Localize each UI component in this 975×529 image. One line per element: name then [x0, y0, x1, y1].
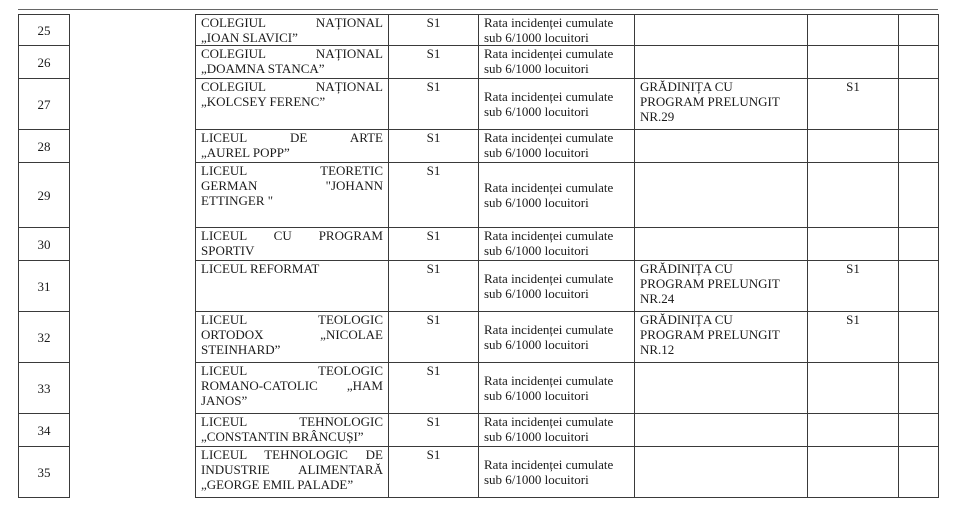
kindergarten-cell [635, 46, 808, 79]
extra-cell [899, 312, 939, 363]
school-name-line: COLEGIUL NAȚIONAL [201, 15, 383, 30]
row-number: 31 [19, 261, 70, 312]
school-name-cell [196, 228, 389, 261]
kindergarten-line: GRĂDINIȚA CU [640, 261, 733, 276]
criteria-cell: Rata incidenței cumulate sub 6/1000 locuitori [479, 79, 635, 130]
locality-cell [70, 163, 196, 228]
school-name-cell [196, 79, 389, 130]
extra-cell [899, 363, 939, 414]
extra-cell [899, 447, 939, 498]
criteria-cell: Rata incidenței cumulate sub 6/1000 locuitori [479, 163, 635, 228]
table-row [19, 46, 939, 79]
scenario-cell: S1 [389, 46, 479, 79]
school-name-line: GERMAN "JOHANN [201, 178, 383, 193]
scenario-cell: S1 [389, 363, 479, 414]
kindergarten-cell [635, 130, 808, 163]
school-name-line: „GEORGE EMIL PALADE” [201, 477, 354, 492]
criteria-cell: Rata incidenței cumulate sub 6/1000 locuitori [479, 228, 635, 261]
kindergarten-cell [635, 15, 808, 46]
kindergarten-line: GRĂDINIȚA CU [640, 312, 733, 327]
kindergarten-cell [635, 79, 808, 130]
table-row [19, 130, 939, 163]
school-name-line: INDUSTRIE ALIMENTARĂ [201, 462, 383, 477]
scenario-cell: S1 [389, 447, 479, 498]
school-name-cell [196, 46, 389, 79]
kindergarten-cell [635, 261, 808, 312]
school-name-line: SPORTIV [201, 243, 255, 258]
kindergarten-scenario-cell [808, 163, 899, 228]
school-name-line: „DOAMNA STANCA” [201, 61, 325, 76]
row-number: 34 [19, 414, 70, 447]
school-name-cell [196, 15, 389, 46]
locality-cell [70, 447, 196, 498]
locality-cell [70, 312, 196, 363]
row-number: 29 [19, 163, 70, 228]
table-row [19, 447, 939, 498]
extra-cell [899, 228, 939, 261]
criteria-cell: Rata incidenței cumulate sub 6/1000 locuitori [479, 447, 635, 498]
locality-cell [70, 228, 196, 261]
locality-cell [70, 79, 196, 130]
extra-cell [899, 414, 939, 447]
table-row [19, 15, 939, 46]
row-number: 33 [19, 363, 70, 414]
locality-cell [70, 261, 196, 312]
kindergarten-scenario-cell: S1 [808, 261, 899, 312]
scenario-cell: S1 [389, 15, 479, 46]
school-name-cell [196, 363, 389, 414]
table-row [19, 363, 939, 414]
kindergarten-line: NR.12 [640, 342, 675, 357]
school-name-line: JANOS” [201, 393, 248, 408]
schools-table [18, 14, 939, 498]
school-name-line: ORTODOX „NICOLAE [201, 327, 383, 342]
school-name-cell [196, 163, 389, 228]
criteria-cell: Rata incidenței cumulate sub 6/1000 locuitori [479, 363, 635, 414]
criteria-cell: Rata incidenței cumulate sub 6/1000 locuitori [479, 15, 635, 46]
locality-cell [70, 414, 196, 447]
school-name-line: „CONSTANTIN BRÂNCUȘI” [201, 429, 364, 444]
table-row [19, 79, 939, 130]
kindergarten-scenario-cell [808, 447, 899, 498]
schools-table-body [19, 15, 939, 498]
extra-cell [899, 15, 939, 46]
kindergarten-scenario-cell [808, 15, 899, 46]
scenario-cell: S1 [389, 79, 479, 130]
kindergarten-line: PROGRAM PRELUNGIT [640, 276, 780, 291]
row-number: 30 [19, 228, 70, 261]
school-name-line: ROMANO-CATOLIC „HAM [201, 378, 383, 393]
scenario-cell: S1 [389, 130, 479, 163]
extra-cell [899, 163, 939, 228]
extra-cell [899, 46, 939, 79]
row-number: 27 [19, 79, 70, 130]
row-number: 25 [19, 15, 70, 46]
criteria-cell: Rata incidenței cumulate sub 6/1000 locuitori [479, 130, 635, 163]
school-name-line: ETTINGER " [201, 193, 274, 208]
kindergarten-line: PROGRAM PRELUNGIT [640, 327, 780, 342]
page-top-rule [18, 9, 938, 10]
school-name-line: LICEUL TEOLOGIC [201, 363, 383, 378]
row-number: 35 [19, 447, 70, 498]
school-name-cell [196, 447, 389, 498]
criteria-cell: Rata incidenței cumulate sub 6/1000 locuitori [479, 312, 635, 363]
school-name-line: LICEUL CU PROGRAM [201, 228, 383, 243]
locality-cell [70, 46, 196, 79]
kindergarten-scenario-cell [808, 46, 899, 79]
extra-cell [899, 79, 939, 130]
scenario-cell: S1 [389, 163, 479, 228]
kindergarten-cell [635, 228, 808, 261]
kindergarten-line: NR.24 [640, 291, 675, 306]
criteria-cell: Rata incidenței cumulate sub 6/1000 locuitori [479, 46, 635, 79]
scenario-cell: S1 [389, 414, 479, 447]
kindergarten-scenario-cell: S1 [808, 312, 899, 363]
row-number: 26 [19, 46, 70, 79]
kindergarten-scenario-cell [808, 130, 899, 163]
kindergarten-cell [635, 163, 808, 228]
locality-cell [70, 130, 196, 163]
kindergarten-line: GRĂDINIȚA CU [640, 79, 733, 94]
school-name-cell [196, 312, 389, 363]
kindergarten-cell [635, 414, 808, 447]
locality-cell [70, 363, 196, 414]
extra-cell [899, 261, 939, 312]
row-number: 28 [19, 130, 70, 163]
criteria-cell: Rata incidenței cumulate sub 6/1000 locuitori [479, 261, 635, 312]
scenario-cell: S1 [389, 312, 479, 363]
school-name-line: LICEUL TEHNOLOGIC DE [201, 447, 383, 462]
scenario-cell: S1 [389, 261, 479, 312]
school-name-line: „AUREL POPP” [201, 145, 290, 160]
kindergarten-line: NR.29 [640, 109, 675, 124]
criteria-cell: Rata incidenței cumulate sub 6/1000 locuitori [479, 414, 635, 447]
school-name-line: STEINHARD” [201, 342, 281, 357]
scenario-cell: S1 [389, 228, 479, 261]
table-row [19, 261, 939, 312]
kindergarten-scenario-cell [808, 414, 899, 447]
table-row [19, 414, 939, 447]
table-row [19, 163, 939, 228]
school-name-cell [196, 261, 389, 312]
school-name-line: „IOAN SLAVICI” [201, 30, 298, 45]
table-row [19, 228, 939, 261]
extra-cell [899, 130, 939, 163]
kindergarten-scenario-cell [808, 363, 899, 414]
school-name-line: LICEUL REFORMAT [201, 261, 320, 276]
kindergarten-scenario-cell [808, 228, 899, 261]
table-row [19, 312, 939, 363]
kindergarten-cell [635, 312, 808, 363]
row-number: 32 [19, 312, 70, 363]
kindergarten-line: PROGRAM PRELUNGIT [640, 94, 780, 109]
locality-cell [70, 15, 196, 46]
school-name-line: „KOLCSEY FERENC” [201, 94, 326, 109]
school-name-line: COLEGIUL NAȚIONAL [201, 46, 383, 61]
kindergarten-scenario-cell: S1 [808, 79, 899, 130]
kindergarten-cell [635, 447, 808, 498]
school-name-line: LICEUL DE ARTE [201, 130, 383, 145]
kindergarten-cell [635, 363, 808, 414]
school-name-line: LICEUL TEORETIC [201, 163, 383, 178]
school-name-line: COLEGIUL NAȚIONAL [201, 79, 383, 94]
school-name-cell [196, 414, 389, 447]
school-name-cell [196, 130, 389, 163]
school-name-line: LICEUL TEOLOGIC [201, 312, 383, 327]
school-name-line: LICEUL TEHNOLOGIC [201, 414, 383, 429]
